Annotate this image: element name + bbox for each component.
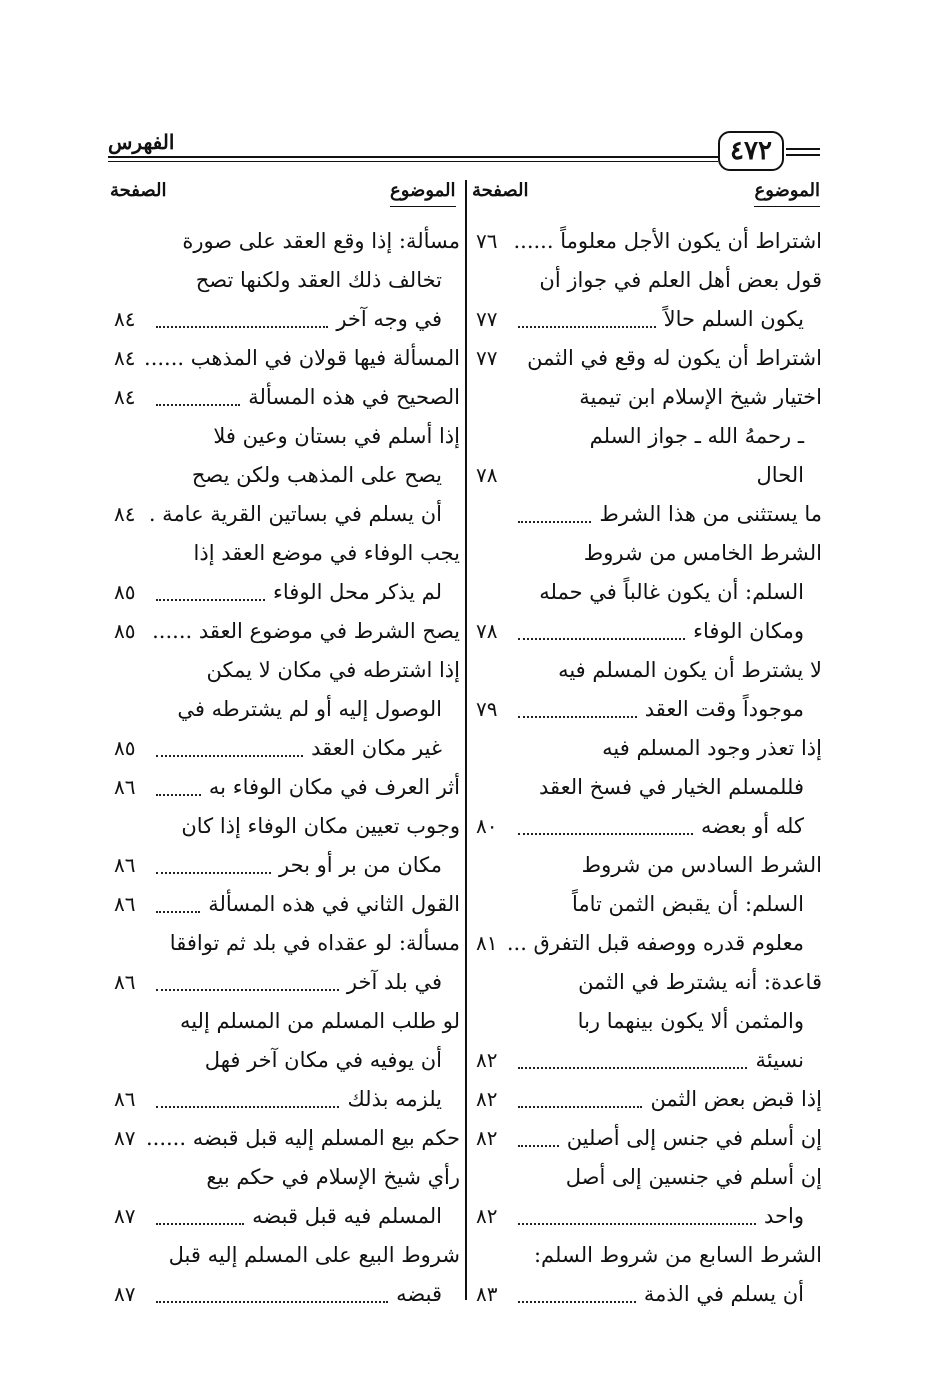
entry-text: شروط البيع على المسلم إليه قبل xyxy=(168,1243,460,1267)
leader-dots xyxy=(156,977,339,991)
index-entry xyxy=(108,1236,460,1275)
left-topic-header: الموضوع xyxy=(390,178,456,207)
index-entry xyxy=(108,1197,460,1236)
index-entry xyxy=(470,1119,822,1158)
entry-text: في وجه آخر xyxy=(336,307,442,331)
entry-text: يصح على المذهب ولكن يصح xyxy=(191,463,442,487)
entry-text: الشرط السادس من شروط xyxy=(581,853,822,877)
leader-dots xyxy=(518,1211,756,1225)
entry-text: كله أو بعضه xyxy=(701,814,804,838)
entry-text: أن يسلم في الذمة xyxy=(643,1282,804,1306)
entry-text: في بلد آخر xyxy=(346,970,442,994)
entry-text: ما يستثنى من هذا الشرط xyxy=(599,502,822,526)
entry-text: موجوداً وقت العقد xyxy=(644,697,804,721)
entry-text: إذا أسلم في بستان وعين فلا xyxy=(213,424,460,448)
entry-text: اختيار شيخ الإسلام ابن تيمية xyxy=(579,385,822,409)
index-entry xyxy=(108,768,460,807)
page-number-box xyxy=(718,131,784,171)
entry-text: الشرط السابع من شروط السلم: xyxy=(533,1243,822,1267)
right-column xyxy=(470,222,822,1306)
entry-text: أن يسلم في بساتين القرية عامة . xyxy=(148,502,442,526)
leader-dots xyxy=(156,860,271,874)
entry-text: رأي شيخ الإسلام في حكم بيع xyxy=(206,1165,460,1189)
index-entry xyxy=(108,573,460,612)
leader-dots xyxy=(156,899,200,913)
entry-page: ٨٤ xyxy=(114,346,136,370)
index-entry xyxy=(470,729,822,768)
index-entry xyxy=(470,1197,822,1236)
leader-dots xyxy=(518,1133,559,1147)
entry-page: ٨٠ xyxy=(476,814,498,838)
index-entry xyxy=(470,1080,822,1119)
leader-dots xyxy=(518,704,637,718)
leader-dots xyxy=(518,1094,642,1108)
entry-text: حكم بيع المسلم إليه قبل قبضه ...... xyxy=(145,1126,460,1150)
right-page-header: الصفحة xyxy=(472,180,529,201)
index-entry xyxy=(108,690,460,729)
index-entry xyxy=(108,222,460,261)
entry-page: ٨٧ xyxy=(114,1204,136,1228)
entry-page: ٧٨ xyxy=(476,463,498,487)
left-page-header: الصفحة xyxy=(110,180,167,201)
entry-page: ٨٤ xyxy=(114,502,136,526)
left-column xyxy=(108,222,460,1306)
index-entry xyxy=(108,1041,460,1080)
entry-text: والمثمن ألا يكون بينهما ربا xyxy=(577,1009,804,1033)
entry-text: ـ رحمهُ الله ـ جواز السلم xyxy=(589,424,804,448)
entry-page: ٨٧ xyxy=(114,1282,136,1306)
entry-page: ٧٨ xyxy=(476,619,498,643)
entry-text: السلم: أن يكون غالباً في حمله xyxy=(539,580,804,604)
entry-page: ٨٥ xyxy=(114,619,136,643)
entry-text: واحد xyxy=(764,1204,804,1228)
entry-text: يصح الشرط في موضوع العقد ...... xyxy=(152,619,460,643)
entry-text: أن يوفيه في مكان آخر فهل xyxy=(204,1048,442,1072)
entry-page: ٨٤ xyxy=(114,385,136,409)
index-entry xyxy=(470,651,822,690)
entry-text: إذا تعذر وجود المسلم فيه xyxy=(602,736,822,760)
index-entry xyxy=(108,1119,460,1158)
index-entry xyxy=(108,612,460,651)
index-entry xyxy=(470,1275,822,1314)
leader-dots xyxy=(156,1094,339,1108)
entry-text: يكون السلم حالاً xyxy=(663,307,804,331)
leader-dots xyxy=(518,1289,636,1303)
index-entry xyxy=(108,1002,460,1041)
index-entry xyxy=(470,1002,822,1041)
entry-text: الصحيح في هذه المسألة xyxy=(248,385,460,409)
entry-page: ٨١ xyxy=(476,931,498,955)
entry-page: ٨٢ xyxy=(476,1204,498,1228)
index-entry xyxy=(108,261,460,300)
entry-text: وجوب تعيين مكان الوفاء إذا كان xyxy=(181,814,460,838)
entry-text: لو طلب المسلم من المسلم إليه xyxy=(179,1009,460,1033)
header-rule-right-2 xyxy=(786,154,820,156)
entry-page: ٨٢ xyxy=(476,1087,498,1111)
entry-text: إذا قبض بعض الثمن xyxy=(650,1087,822,1111)
index-entry xyxy=(470,924,822,963)
entry-text: اشتراط أن يكون الأجل معلوماً ...... xyxy=(513,229,822,253)
index-entry xyxy=(470,534,822,573)
index-entry xyxy=(108,534,460,573)
index-entry xyxy=(470,846,822,885)
entry-text: قاعدة: أنه يشترط في الثمن xyxy=(578,970,822,994)
index-entry xyxy=(108,729,460,768)
leader-dots xyxy=(156,782,201,796)
entry-text: القول الثاني في هذه المسألة xyxy=(208,892,460,916)
column-separator xyxy=(465,180,467,1300)
entry-page: ٧٧ xyxy=(476,346,498,370)
leader-dots xyxy=(518,509,591,523)
index-entry xyxy=(470,690,822,729)
entry-page: ٨٢ xyxy=(476,1126,498,1150)
index-entry xyxy=(470,612,822,651)
entry-text: المسلم فيه قبل قبضه xyxy=(252,1204,442,1228)
entry-text: إذا اشترطه في مكان لا يمكن xyxy=(206,658,460,682)
index-entry xyxy=(108,1275,460,1314)
leader-dots xyxy=(518,626,685,640)
index-entry xyxy=(108,846,460,885)
entry-text: لا يشترط أن يكون المسلم فيه xyxy=(558,658,822,682)
header-rule-main-2 xyxy=(108,161,718,162)
header-rule-right xyxy=(786,148,820,150)
index-entry xyxy=(108,1158,460,1197)
entry-page: ٨٤ xyxy=(114,307,136,331)
index-entry xyxy=(108,378,460,417)
entry-text: غير مكان العقد xyxy=(311,736,442,760)
leader-dots xyxy=(156,1211,244,1225)
entry-text: لم يذكر محل الوفاء xyxy=(273,580,442,604)
index-entry xyxy=(470,1041,822,1080)
index-entry xyxy=(108,417,460,456)
entry-text: مكان من بر أو بحر xyxy=(279,853,442,877)
page-number: ٤٧٢ xyxy=(730,136,772,166)
header-rule-main xyxy=(108,156,718,158)
index-entry xyxy=(108,885,460,924)
index-entry xyxy=(108,963,460,1002)
entry-page: ٨٦ xyxy=(114,775,136,799)
leader-dots xyxy=(156,1289,388,1303)
index-entry xyxy=(470,495,822,534)
index-entry xyxy=(108,651,460,690)
index-entry xyxy=(470,963,822,1002)
leader-dots xyxy=(518,314,656,328)
index-entry xyxy=(470,1236,822,1275)
entry-page: ٨٦ xyxy=(114,970,136,994)
index-entry xyxy=(470,417,822,456)
entry-page: ٨٥ xyxy=(114,580,136,604)
entry-text: مسألة: لو عقداه في بلد ثم توافقا xyxy=(169,931,460,955)
entry-text: الحال xyxy=(756,463,804,487)
index-entry xyxy=(108,924,460,963)
index-entry xyxy=(470,1158,822,1197)
leader-dots xyxy=(156,314,328,328)
index-entry xyxy=(470,456,822,495)
index-entry xyxy=(108,495,460,534)
entry-text: يلزمه بذلك xyxy=(347,1087,442,1111)
entry-page: ٧٦ xyxy=(476,229,498,253)
entry-text: السلم: أن يقبض الثمن تاماً xyxy=(571,892,804,916)
entry-text: المسألة فيها قولان في المذهب ...... xyxy=(144,346,460,370)
index-entry xyxy=(108,456,460,495)
leader-dots xyxy=(518,1055,747,1069)
entry-text: فللمسلم الخيار في فسخ العقد xyxy=(539,775,804,799)
entry-text: ومكان الوفاء xyxy=(693,619,804,643)
entry-page: ٨٦ xyxy=(114,1087,136,1111)
entry-text: تخالف ذلك العقد ولكنها تصح xyxy=(195,268,442,292)
index-entry xyxy=(470,885,822,924)
entry-text: اشتراط أن يكون له وقع في الثمن xyxy=(527,346,822,370)
right-topic-header: الموضوع xyxy=(754,178,820,207)
entry-text: إن أسلم في جنس إلى أصلين xyxy=(566,1126,822,1150)
leader-dots xyxy=(518,821,693,835)
index-entry xyxy=(108,300,460,339)
index-entry xyxy=(470,222,822,261)
entry-text: أثر العرف في مكان الوفاء به xyxy=(208,775,460,799)
entry-text: قبضه xyxy=(396,1282,442,1306)
entry-text: معلوم قدره ووصفه قبل التفرق ... xyxy=(506,931,804,955)
entry-text: إن أسلم في جنسين إلى أصل xyxy=(565,1165,822,1189)
leader-dots xyxy=(156,587,265,601)
index-entry xyxy=(470,378,822,417)
entry-text: مسألة: إذا وقع العقد على صورة xyxy=(182,229,460,253)
index-entry xyxy=(108,1080,460,1119)
entry-page: ٨٥ xyxy=(114,736,136,760)
leader-dots xyxy=(156,743,303,757)
leader-dots xyxy=(156,392,240,406)
entry-page: ٨٦ xyxy=(114,892,136,916)
index-entry xyxy=(470,573,822,612)
entry-page: ٨٣ xyxy=(476,1282,498,1306)
index-entry xyxy=(470,261,822,300)
index-entry xyxy=(470,807,822,846)
index-entry xyxy=(470,339,822,378)
entry-page: ٨٦ xyxy=(114,853,136,877)
entry-text: الوصول إليه أو لم يشترطه في xyxy=(177,697,442,721)
index-entry xyxy=(470,300,822,339)
entry-text: قول بعض أهل العلم في جواز أن xyxy=(539,268,822,292)
index-entry xyxy=(470,768,822,807)
index-entry xyxy=(108,339,460,378)
entry-text: نسيئة xyxy=(755,1048,804,1072)
entry-page: ٧٩ xyxy=(476,697,498,721)
entry-text: يجب الوفاء في موضع العقد إذا xyxy=(193,541,460,565)
index-entry xyxy=(108,807,460,846)
entry-page: ٨٢ xyxy=(476,1048,498,1072)
page-title: الفهرس xyxy=(108,130,175,154)
entry-text: الشرط الخامس من شروط xyxy=(583,541,822,565)
entry-page: ٨٧ xyxy=(114,1126,136,1150)
entry-page: ٧٧ xyxy=(476,307,498,331)
